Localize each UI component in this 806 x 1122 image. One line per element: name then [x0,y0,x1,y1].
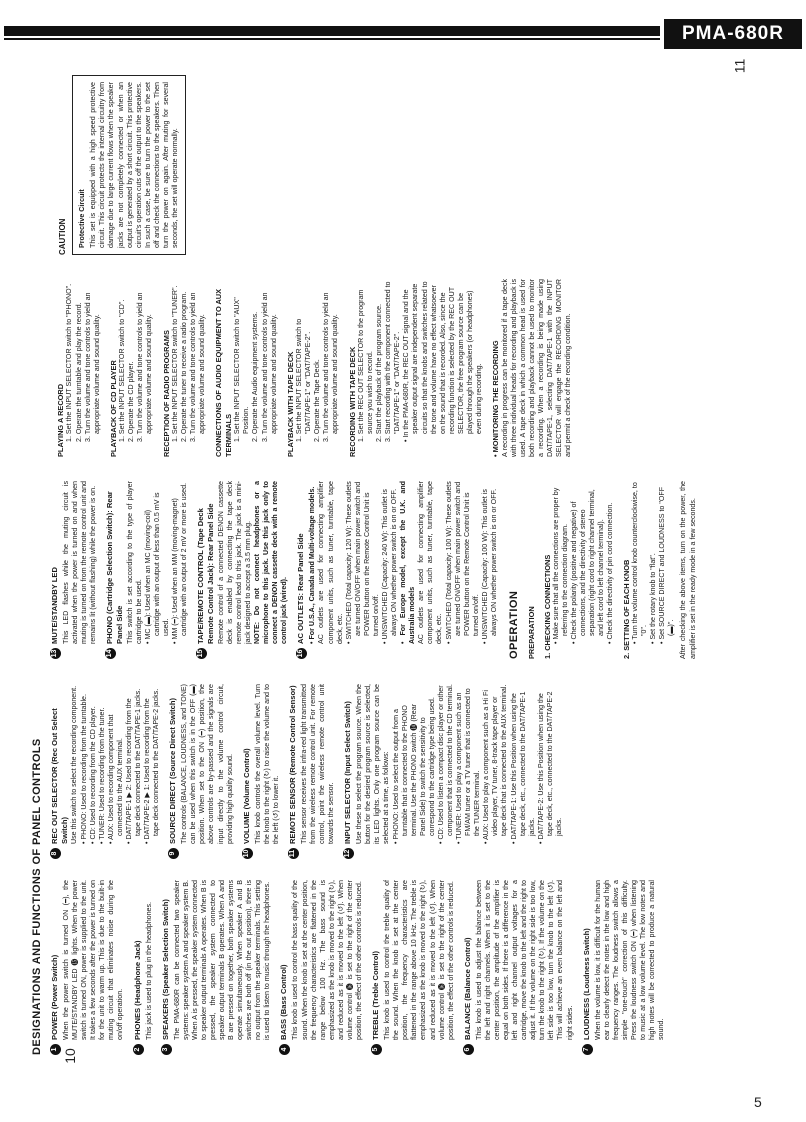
section-head [582,880,593,1055]
section-text: Use this switch to select the recording component. [70,685,79,844]
list-item: 3. Turn the volume and tone controls to yield an appropriate volume and sound quality. [322,292,340,442]
list-item: 1. Set the INPUT SELECTOR switch to "DAT/TAPE-1" or "DAT/TAPE-2". [295,318,313,442]
section-text: This jack is used to plug in the headphones. [144,901,153,1040]
header-rule-thick [4,26,660,36]
section-head [371,880,382,1055]
list-item: 3. Turn the volume and tone controls to yield an appropriate volume and sound quality. [136,292,154,442]
list-item: 3. Turn the volume and tone controls to yield an appropriate volume and sound quality. [83,292,101,442]
list-item: • PHONO: Used to recording from the turntable. [79,694,88,844]
section-11 [288,684,336,859]
section-number: 11 [288,848,299,859]
list-item: • TUNER: Used to recording from the tuner. [97,707,106,844]
section-heading: TREBLE (Treble Control) [371,950,381,1040]
section-text: The controls (BALANCE, LOUDNESS, and TONE) can be used when this switch is in the OFF (▬) position. When set to the ON (━) position, the above controls are by-passed and the signals are input directly to the volume control circuit, providing high quality sound. [180,684,234,844]
list-item: • UNSWITCHED (Capacity: 100 W): This outlet is always ON whether power switch is on or OFF. [480,488,498,644]
section-2 [133,880,154,1055]
block-tape [286,279,341,457]
section-14 [105,481,189,659]
list-item: 2. Operate the CD player. [127,361,136,442]
block-aux [214,279,278,457]
caution-label: CAUTION [58,218,67,255]
section-heading: MUTE/STANDBY LED [50,567,59,644]
list-item: • AUX: Used to play a component such as a Hi Fi video player, TV tuner, 8-track tape player or tape deck that is connected to the AUX terminal. [482,684,509,844]
list-item: 2. Operate the tuner to receive a radio program. [180,291,189,442]
list-item: • SWITCHED (Total capacity: 100 W): These outlets are turned ON/OFF when main power switch and POWER button on the Remote Control Unit is turned on/off. [444,481,480,644]
section-4 [279,880,364,1055]
list-item: • Check the directivity of pin cord connection. [606,502,615,644]
block-rec2 [348,279,485,457]
section-text: Remote control of a connected DENON cassette deck is enabled by connecting the tape deck remote control lead to this jack. The jack is a mini-jack designed to accept a 3.5 mm plug. [216,481,252,644]
section-number: 10 [242,848,253,859]
section-text: This knob controls the overall volume level. Turn the knob to the right (↻) to raise the volume and to the left (↺) to lower it. [253,684,280,844]
section-number: 5 [371,1044,382,1055]
section-8 [50,684,161,859]
list-item: • MM (━): Used when an MM (moving-magnet) cartridge with an output of 2 mV or more is used. [171,483,189,644]
list-item: 3. Turn the volume and tone controls to yield an appropriate volume and sound quality. [260,292,278,442]
list-item: • SWITCHED (Total capacity: 120 W): These outlets are turned ON/OFF when main power switch and POWER button on the Remote Control Unit is turned on/off. [344,481,380,644]
section-15 [196,481,289,659]
block-heading: RECORDING WITH TAPE DECK [347,346,357,457]
caution-title: Protective Circuit [78,189,87,248]
column-3 [50,481,750,659]
section-head [161,880,172,1055]
section-number: 1 [50,1044,61,1055]
column-5 [50,75,750,255]
column-1 [50,880,750,1055]
section-heading: SPEAKERS (Speaker Selection Switch) [160,899,170,1040]
page-title: DESIGNATIONS AND FUNCTIONS OF PANEL CONTROLS [31,738,43,1055]
list-input-selector [392,684,564,859]
section-number: 12 [343,848,354,859]
block-rec [56,279,102,457]
block-text: A recording in progress can be monitored if a tape deck with three individual heads for recording and playback is used. A tape deck in which a common head is used for both recording and playback cannot be used to monitor a recording. When a recording is being made using DAT/TAPE-1, selecting DAT/TAPE-1 with the INPUT SELECTOR will engage the RECORDING MONITOR and permit a check of the recording condition. [500,279,573,457]
region-heading: • For U.S.A., Canada and Multi-voltage models. [308,486,317,644]
operation-title: OPERATION [508,590,520,659]
section-heading: SOURCE DIRECT (Source Direct Switch) [168,698,178,844]
list-item: • Set the rotary knob to "flat". [649,553,658,644]
section-text: This knob is used to control the bass quality of the sound. When the knob is set at the center position, the frequency characteristics are flattened in the range below 100 Hz. The bass sound is emphasized as the knob is moved to the right (↻), and reduced as it is moved to the left (↺). When volume control ⓰ is set to the right of the center position, the effect of the other controls is reduced. [291,880,364,1040]
section-heading: BALANCE (Balance Control) [462,937,472,1040]
block-cd [109,279,155,457]
list-item: • CD: Used to listen a compact disc player or other component that is connected to the CD terminal. [436,684,455,844]
section-text: AC outlets are used for connecting amplifier component units, such as tuner, turntable, tape deck, etc. [317,481,344,644]
page-number-left: 5 [754,1094,762,1110]
list-outlets-2 [445,481,499,659]
caution-box [72,75,186,255]
section-number: 15 [196,648,207,659]
manual-sheet [30,65,730,1055]
list-item: 2. Operate the Tape Deck. [313,359,322,442]
section-10 [242,684,281,859]
section-number: 2 [133,1044,144,1055]
list-item: 1. Set the INPUT SELECTOR switch to "PHONO". [65,283,74,442]
section-9 [168,684,234,859]
section-head [133,880,144,1055]
section-heading: PHONO (Cartridge Selection Switch): Rear Panel Side [105,491,125,644]
section-text: This switch is set according to the type of player cartridge to be used. [125,481,143,644]
list-item: • Check the polarity (positive and negative) of connections, and the directivity of stereo separation (right cord to right channel terminal, and left cord to left channel terminal). [570,489,606,644]
section-text: When the power switch is turned ON (━), the MUTE/STANDBY LED ⓯ lights. When the power switch is turned ON, power is supplied to the unit. It takes a few seconds after the power is turned on for the unit to warm up. This is due to the built-in muting circuit that eliminates noise during the on/off operation. [62,880,125,1040]
block-monitoring [491,279,573,457]
list-item: 2. Operate the turntable and play the record. [74,302,83,442]
section-heading: REC OUT SELECTOR (Rec Out Select Switch) [50,708,69,844]
list-item: • DAT/TAPE-2: Use this Position when using the tape deck, etc., connected to the DAT/TAPE-2 jacks. [536,691,563,844]
section-number: 6 [463,1044,474,1055]
block-heading: CONNECTIONS OF AUDIO EQUIPMENT TO AUX TERMINALS [214,288,233,457]
section-number: 16 [296,648,307,659]
list-item: 2. Start the playback of the program source. [375,303,384,442]
section-text: This knob is used to control the treble quality of the sound. When the knob is set at the center position, the frequency characteristics are flattened in the range above 10 kHz. The treble is emphasized as the knob is moved to the right (↻), and reduced as it is moved to the left (↺). When volume control ⓰ is set to the right of the center position, the effect of the other controls is reduced. [383,880,455,1040]
section-text: AC outlets are used for connecting amplifier component units, such as tuner, turntable, tape deck, etc. [417,481,444,644]
list-item: • MC (▬): Used when an MC (moving-coil) cartridge with an output of less than 0.5 mV is used. [143,492,171,644]
list-phono [144,481,189,659]
list-knobs [631,481,676,659]
preparation-heading: PREPARATION [527,606,537,659]
model-badge: PMA-680R [664,19,802,49]
section-text: The PMA-680R can be connected two speaker systems: speaker system A and speaker system B. When A is pressed, the speaker system connected to speaker output terminals A operates. When B is pressed, the speaker system connected to speaker output terminals B operates. When A and B are pressed on together, both speaker systems operate simultaneously. When speaker A and B switches are both off (in the out position), there is no output from the speaker terminals. This setting is used to listen to music through the headphones. [172,880,272,1040]
list-item: 2. Operate the Audio equipment systems. [251,311,260,442]
after-text: After checking the above items, turn on the power, the amplifier is set in the ready mode in a few seconds. [679,481,697,659]
caution-text: This set is equipped with a high speed protective circuit. This circuit protects the internal circuitry from damage due to large current flows when the speaker jacks are not completely connected or when an output is generated by a short circuit. This protective circuit's operation cuts off the output to the speakers. In such a case, be sure to turn the power to the set off and check the connections to the speakers. Then turn the power on again. After muting for several seconds, the set will operate normally. [89,82,180,248]
section-head [50,880,61,1055]
list-item: • DAT/TAPE-1: Use this Position when using the tape deck, etc., connected to the DAT/TAPE-1 jacks. [509,691,536,844]
section-head [279,880,290,1055]
knob-heading: 2. SETTING OF EACH KNOB [621,559,631,659]
section-text: When the volume is low, it is difficult for the human ear to clearly detect the notes in the low and high frequency ranges. The loudness switch allows a simple "one-touch" correction of this difficulty. Press the loudness switch ON (━) when listening to music at a low volume level. The low notes and high notes will be corrected to produce a natural sound. [593,880,666,1040]
checking-heading: 1. CHECKING CONNECTIONS [542,554,552,659]
list-item: 1. Set the REC OUT SELECTOR to the program source you wish to record. [357,289,375,442]
section-number: 14 [105,648,116,659]
section-number: 13 [50,648,61,659]
section-3 [161,880,273,1055]
section-6 [463,880,575,1055]
rotated-page [30,65,730,1055]
section-heading: REMOTE SENSOR (Remote Control Sensor) [287,685,297,844]
list-item: • PHONO: Used to select the output from a turntable that is connected to the PHONO terminal. Use the PHONO switch ⓮ (Rear Panel Side) to switch the sensitivity to correspond to the cartridge type being used. [391,697,436,844]
section-16 [296,481,499,659]
list-item: 1. Set the INPUT SELECTOR switch to "AUX" Position. [233,297,251,442]
list-item: • TUNER: Used to play a component such as an FM/AM tuner or a TV tuner that is connected to the TUNER terminal. [455,688,482,844]
column-2 [50,684,750,859]
section-heading: BASS (Bass Control) [279,964,289,1040]
list-item: • UNSWITCHED (Capacity: 240 W): This outlet is always ON whether power switch is on or OFF. [380,488,399,644]
list-item: • Make sure that all the connections are proper by referring to the connection diagram. [552,487,570,644]
list-item: • In the PMA-680R, the REC OUT signal and the speaker output signal are independent separate circuits so that the knobs and switches related to the tone and volume have no effect whatsoever on the sound that is recorded. Also, since the recording function is selected by the REC OUT SELECTOR, the free program source can be played through the speakers (or headphones) even during recording. [402,281,484,442]
section-12 [343,684,564,859]
list-outlets-1 [345,481,399,659]
section-heading: LOUDNESS (Loudness Switch) [581,928,591,1040]
section-text: This knob is used to adjust the balance between the left and right channels. When it is set to the center position, the amplitude of the amplifier is equal on both sides. If there is a difference in the left and right channel output voltages for a cartridge, move the knob to the left and the right to adjust it. If the volume on the right side is too low, turn the knob to the right (↻). If the volume on the left side is too low, turn the knob to the left (↺). This will achieve an even balance on the left and right sides. [474,880,574,1040]
section-head [463,880,474,1055]
list-item: 1. Set the INPUT SELECTOR switch to "TUNER". [171,285,180,442]
list-item: 3. Turn the volume and tone controls to yield an appropriate volume and sound quality. [189,292,207,442]
section-number: 8 [50,848,61,859]
list-rec-out [80,684,162,859]
section-text: This LED flashes while the muting circuit is activated when the power is turned on and when muting is turned on from the remote control unit and remains lit (without flashing) while the power is on. [62,481,98,644]
page-number-inner: 10 [61,1048,78,1064]
list-checking [552,481,616,659]
section-text: Use these to select the program source. When the button for the desired program source is selected, its LED lights. Only one program source can be selected at a time, as follows: [355,684,391,844]
list-item: • Set SOURCE DIRECT and LOUDNESS to "OFF (▬)". [658,486,676,644]
section-heading: INPUT SELECTOR (Input Select Switch) [343,701,353,844]
list-item: • CD: Used to recording from the CD player. [88,706,97,844]
section-note: NOTE: Do not connect headphones or a microphone to this jack. Use this jack only to connect a DENON cassette deck with a remote control jack (wired). [253,481,289,644]
section-number: 4 [279,1044,290,1055]
block-heading: RECEPTION OF RADIO PROGRAMS [161,330,171,457]
section-text: This sensor receives the infra-red light transmitted from the wireless remote control unit. For remote control, point the wireless remote control unit towards the sensor. [299,684,336,844]
section-heading: PHONES (Headphone Jack) [132,940,142,1040]
section-number: 7 [582,1044,593,1055]
section-5 [371,880,456,1055]
block-heading: • MONITORING THE RECORDING [491,340,501,457]
list-item: 1. Set the INPUT SELECTOR switch to "CD". [118,299,127,442]
section-1 [50,880,126,1055]
column-4 [50,279,750,457]
list-item: 3. Start recording with the component connected to "DAT/TAPE-1" or "DAT/TAPE-2". [384,281,402,442]
list-item: • Turn the volume control knob counterclockwise, to "0". [631,482,649,644]
section-number: 3 [161,1044,172,1055]
header-rule-thin [4,38,660,40]
region-heading: • For Europe model, except the U.K. and Australia models [399,481,417,644]
block-heading: PLAYING A RECORD [56,383,65,457]
block-heading: PLAYBACK OF CD PLAYER [108,360,118,457]
section-number: 9 [168,848,179,859]
list-item: • DAT/TAPE-2 ▶ 1: Used to recording from the tape deck connected to the DAT/TAPE-2 jacks. [143,688,161,844]
section-7 [582,880,667,1055]
page-number-right: 11 [731,58,748,74]
section-heading: POWER (Power Switch) [50,954,59,1040]
section-heading: VOLUME (Volume Control) [241,748,251,844]
section-heading: AC OUTLETS: Rear Panel Side [296,533,306,644]
list-item: • DAT/TAPE-1 ▶ 2: Used to recording from the tape deck connected to the DAT/TAPE-1 jacks. [124,688,142,844]
section-13 [50,481,98,659]
block-radio [162,279,208,457]
list-item: • AUX: Used to recording component that connected to the AUX terminal. [106,714,124,844]
block-heading: PLAYBACK WITH TAPE DECK [285,351,295,457]
section-heading: TAPE/REMOTE CONTROL (Tape Deck Remote Control Jack): Rear Panel Side [196,503,216,644]
